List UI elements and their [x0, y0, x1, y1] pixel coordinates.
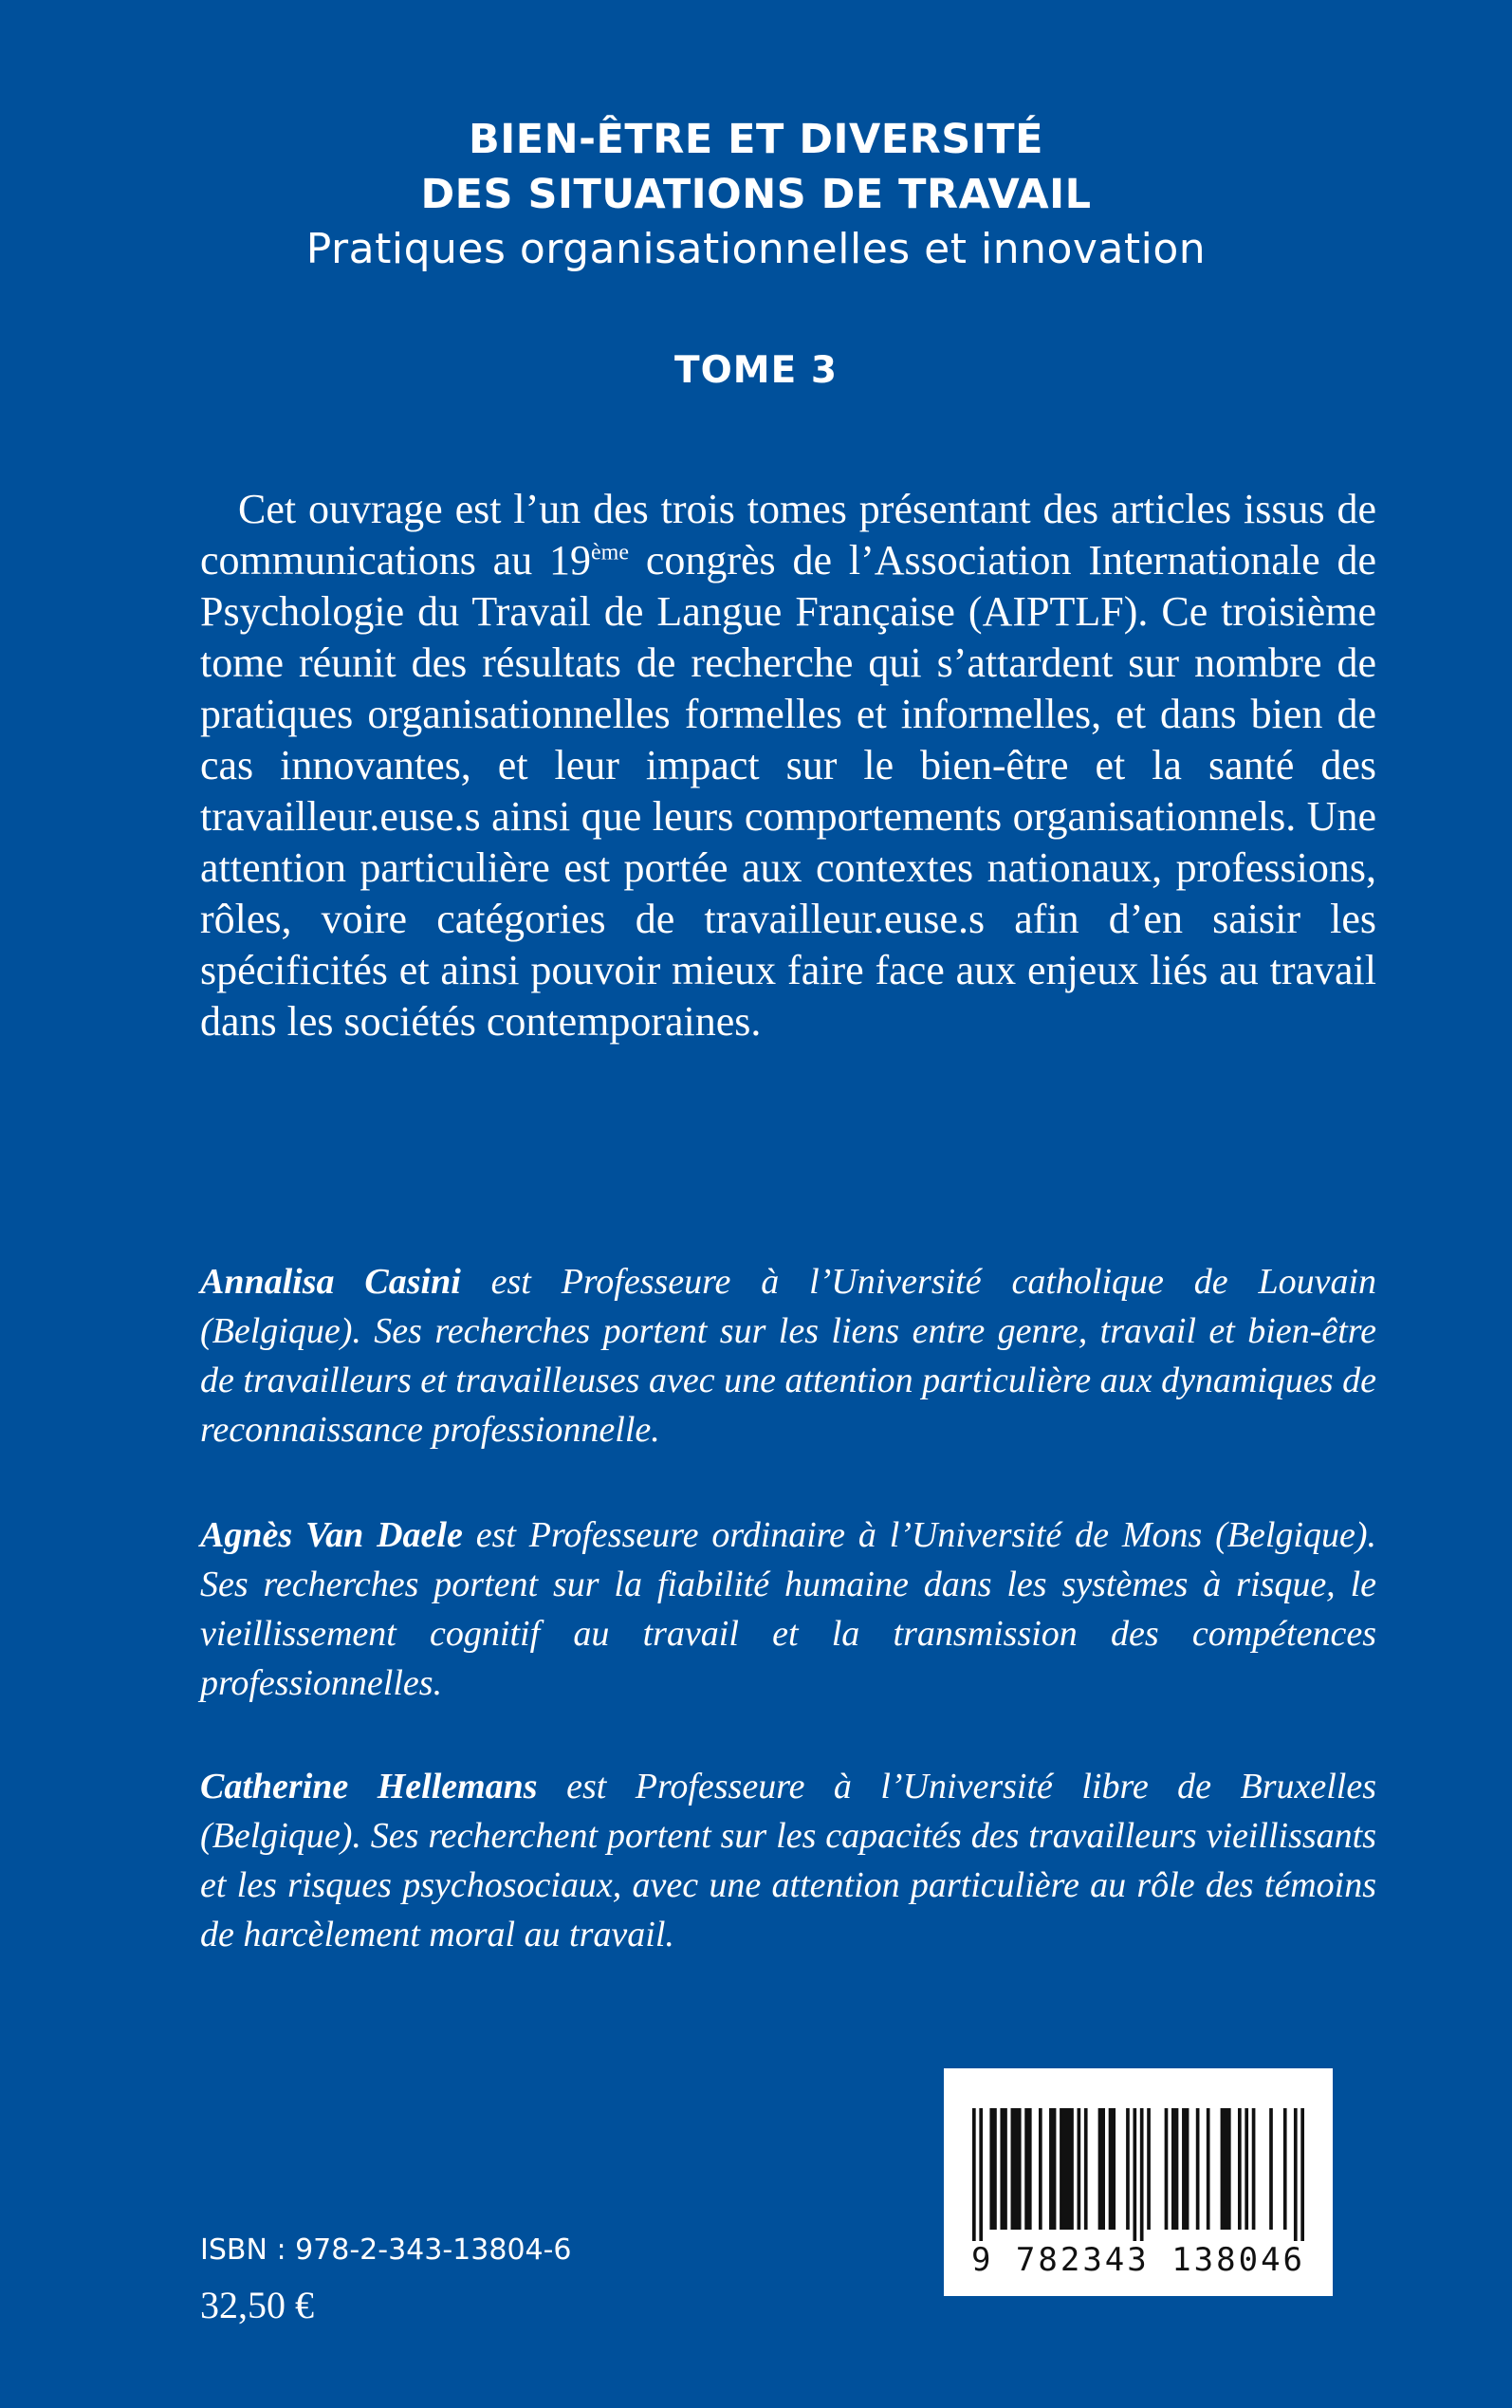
author-name-1: Annalisa Casini [200, 1262, 461, 1302]
book-subtitle: Pratiques organisationnelles et innovation [305, 225, 1207, 273]
barcode-bar [1269, 2108, 1273, 2230]
barcode-bar [1126, 2108, 1130, 2230]
barcode-bar [1098, 2108, 1105, 2230]
barcode-bar [1196, 2108, 1200, 2230]
author-bio-text-1: est Professeure à l’Université catholique de Louvain (Belgique). Ses recherches portent sur les liens entre genre, travail et bien-être de travailleurs et travailleuses avec une attention particulière aux dynamiques de reconnaissance professionnelle. [200, 1262, 1376, 1450]
barcode-bar [1165, 2108, 1169, 2230]
barcode-bar [1109, 2108, 1116, 2230]
barcode-bar [1252, 2108, 1256, 2230]
author-name-3: Catherine Hellemans [200, 1767, 538, 1806]
barcode-bar [1238, 2108, 1242, 2230]
author-bio-1 [200, 1257, 1376, 1454]
barcode-bar [972, 2108, 976, 2241]
summary-part-2: congrès de l’Association Internationale de Psychologie du Travail de Langue Française (AIPTLF). Ce troisième tome réunit des résultats de recherche qui s’attardent sur nombre de pratiques organisationnelles formelles et informelles, et dans bien de cas innovantes, et leur impact sur le bien-être et la santé des travailleur.euse.s ainsi que leurs comportements organisationnels. Une attention particulière est portée aux contextes nationaux, professions, rôles, voire catégories de travailleur.euse.s afin d’en saisir les spécificités et ainsi pouvoir mieux faire face aux enjeux liés au travail dans les sociétés contemporaines. [200, 537, 1376, 1045]
barcode-bar [1207, 2108, 1210, 2230]
barcode-bar [979, 2108, 983, 2241]
barcode-bar [1140, 2108, 1144, 2241]
author-bio-text-3: est Professeure à l’Université libre de Bruxelles (Belgique). Ses recherchent portent sur les capacités des travailleurs vieillissants et les risques psychosociaux, avec une attention particulière au rôle des témoins de harcèlement moral au travail. [200, 1767, 1376, 1954]
barcode-bar [1182, 2108, 1189, 2230]
book-title-line-2: DES SITUATIONS DE TRAVAIL [420, 171, 1092, 218]
author-name-2: Agnès Van Daele [200, 1515, 463, 1555]
barcode-bar [1000, 2108, 1006, 2230]
barcode-bar [1283, 2108, 1287, 2230]
barcode-bar [1024, 2108, 1031, 2230]
barcode-bar [1039, 2108, 1042, 2230]
barcode-bar [1147, 2108, 1151, 2230]
barcode-bar [1221, 2108, 1231, 2230]
barcode-bar [1294, 2108, 1298, 2241]
barcode-bar [1078, 2108, 1081, 2230]
barcode-icon [972, 2108, 1304, 2241]
barcode-bar [1300, 2108, 1304, 2241]
barcode-bar [1171, 2108, 1178, 2230]
barcode-bar [1011, 2108, 1022, 2230]
barcode-bar [1060, 2108, 1074, 2230]
title-block [0, 112, 1512, 277]
barcode-bar [1084, 2108, 1088, 2230]
barcode-bar [989, 2108, 996, 2230]
barcode-bar [1133, 2108, 1136, 2241]
author-bio-3 [200, 1762, 1376, 1959]
price-label: 32,50 € [200, 2284, 314, 2326]
author-bio-text-2: est Professeure ordinaire à l’Université de Mons (Belgique). Ses recherches portent sur la fiabilité humaine dans les systèmes à risque, le vieillissement cognitif au travail et la transmission des compétences professionnelles. [200, 1515, 1376, 1703]
barcode-digits: 9 782343 138046 [970, 2241, 1306, 2279]
summary-superscript: ème [591, 540, 630, 565]
summary-part-1: Cet ouvrage est l’un des trois tomes présentant des articles issus de communications au 19 [200, 486, 1376, 583]
volume-label: TOME 3 [674, 349, 838, 392]
barcode-bar [1245, 2108, 1248, 2230]
book-title-line-1: BIEN-ÊTRE ET DIVERSITÉ [469, 116, 1043, 163]
barcode-panel [944, 2068, 1333, 2296]
book-summary [200, 484, 1376, 1047]
barcode-bar [1049, 2108, 1056, 2230]
author-bio-2 [200, 1510, 1376, 1708]
isbn-label: ISBN : 978-2-343-13804-6 [200, 2233, 572, 2267]
